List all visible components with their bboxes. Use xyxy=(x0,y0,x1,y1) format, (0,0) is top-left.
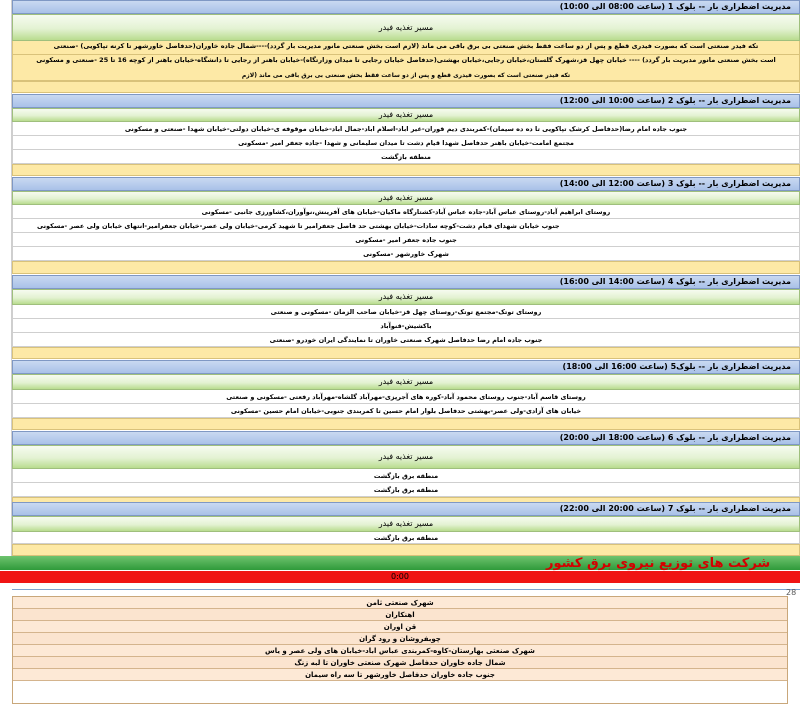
block-3-spacer xyxy=(12,261,800,274)
bottom-list xyxy=(12,596,788,704)
block-1-note-2: است بخش صنعتی مانور مدیریت بار گردد) ---- خیابان چهل قز،شهرک گلستان،خیابان رجایی،خیابان بهشتی(حدفاصل خیابان رجایی تا میدان وزارتگاه)-خیابان باهنر از رجایی تا دانشگاه-خیابان باهنر از کوچه 16 تا 25 -صنعتی و مسکونی xyxy=(12,55,800,81)
block-3-route-3: جنوب جاده جعفر امیر -مسکونی xyxy=(12,233,800,247)
block-5-route-2: خیابان های آزادی-ولی عصر-بهشتی حدفاصل بلوار امام حسین تا کمربندی جنوبی-خیابان امام حسین -مسکونی xyxy=(12,404,800,418)
block-1-feeder-label: مسیر تغذیه فیدر xyxy=(12,14,800,41)
block-4-header: مدیریت اضطراری بار -- بلوک 4 (ساعت 14:00 الی 16:00) xyxy=(12,275,800,289)
block-6-header: مدیریت اضطراری بار -- بلوک 6 (ساعت 18:00 الی 20:00) xyxy=(12,431,800,445)
block-3-route-2: جنوب خیابان شهدای قیام دشت-کوچه سادات-خیابان بهشتی حد فاصل جعفرامیر تا شهید کرمی-خیابان ولی عصر-خیابان جعفرامیر-انتهای خیابان ولی عصر -مسکونی xyxy=(12,219,800,233)
block-2-route-2: مجتمع امامت-خیابان باهنر حدفاصل شهدا قیام دشت تا میدان سلیمانی و شهدا -جاده جعفر امیر -مسکونی xyxy=(12,136,800,150)
list-item: شمال جاده خاوران حدفاصل شهرک صنعتی خاوران تا لبه زنگ xyxy=(13,657,787,669)
block-2-header: مدیریت اضطراری بار -- بلوک 2 (ساعت 10:00 الی 12:00) xyxy=(12,94,800,108)
block-4-route-3: جنوب جاده امام رضا حدفاصل شهرک صنعتی خاوران تا نمایندگی ایران خودرو -صنعتی xyxy=(12,333,800,347)
block-7-route-1: منطقه برق بازگشت xyxy=(12,532,800,544)
list-item: شهرک صنعتی بهارستان-کاوه-کمربندی عباس اباد-خیابان های ولی عصر و یاس xyxy=(13,645,787,657)
block-7-feeder-label: مسیر تغذیه فیدر xyxy=(12,516,800,532)
block-2-route-1: جنوب جاده امام رضا(حدفاصل کرشک تپاکویی تا ده ده سیمان)-کمربندی دیم قوران-غیر اباد-اسلام اباد-جمال اباد-خیابان موقوفه ی-خیابان دولتی-خیابان شهدا -صنعتی و مسکونی xyxy=(12,122,800,136)
block-6-route-1: منطقه برق بازگشت xyxy=(12,469,800,483)
separator-line xyxy=(12,589,800,590)
block-3-route-1: روستای ابراهیم آباد-روستای عباس آباد-جاده عباس آباد-کشتارگاه ماکیان-خیابان های آفرینش،نوآوران،کشاورزی جانبی -مسکونی xyxy=(12,205,800,219)
block-5-spacer xyxy=(12,418,800,430)
red-value-bar: 0:00 xyxy=(0,571,800,583)
block-4-feeder-label: مسیر تغذیه فیدر xyxy=(12,289,800,305)
block-4-route-2: باکشیش-قنوآباد xyxy=(12,319,800,333)
block-6-feeder-label: مسیر تغذیه فیدر xyxy=(12,445,800,469)
block-7-header: مدیریت اضطراری بار -- بلوک 7 (ساعت 20:00 الی 22:00) xyxy=(12,502,800,516)
block-5-header: مدیریت اضطراری بار -- بلوک5 (ساعت 16:00 الی 18:00) xyxy=(12,360,800,374)
list-item: اهنکاران xyxy=(13,609,787,621)
block-3-feeder-label: مسیر تغذیه فیدر xyxy=(12,191,800,205)
block-1-header: مدیریت اضطراری بار -- بلوک 1 (ساعت 08:00 الی 10:00) xyxy=(12,0,800,14)
list-item: چوبفروشان و رود گران xyxy=(13,633,787,645)
block-1-note-1: تکه فیدر صنعتی است که بصورت فیدری قطع و پس از دو ساعت فقط بخش صنعتی بی برق باقی می ماند (لازم است بخش صنعتی مانور مدیریت بار گردد)----شمال جاده خاوران(حدفاصل خاورشهر تا کرنه تپاکویی) -صنعتی xyxy=(12,41,800,55)
block-4-spacer xyxy=(12,347,800,359)
block-6-route-2: منطقه برق بازگشت xyxy=(12,483,800,497)
row-number-margin xyxy=(0,0,12,556)
block-3-route-4: شهرک خاورشهر -مسکونی xyxy=(12,247,800,261)
company-title: شرکت های توزیع نیروی برق کشور xyxy=(546,556,771,571)
block-3-header: مدیریت اضطراری بار -- بلوک 3 (ساعت 12:00 الی 14:00) xyxy=(12,177,800,191)
list-item: شهرک صنعتی ثامن xyxy=(13,597,787,609)
block-7-spacer xyxy=(12,544,800,556)
block-4-route-1: روستای توتک-مجتمع توتک-روستای چهل قز-خیابان صاحب الزمان -مسکونی و صنعتی xyxy=(12,305,800,319)
list-item: قن اوران xyxy=(13,621,787,633)
block-2-feeder-label: مسیر تغذیه فیدر xyxy=(12,108,800,122)
block-5-feeder-label: مسیر تغذیه فیدر xyxy=(12,374,800,390)
block-1-spacer xyxy=(12,81,800,93)
block-2-spacer xyxy=(12,164,800,176)
block-5-route-1: روستای قاسم آباد-جنوب روستای محمود آباد-کوره های آجرپزی-مهرآباد گلشاه-مهرآباد رفعتی -مسکونی و صنعتی xyxy=(12,390,800,404)
block-1-note-3: تکه فیدر صنعتی است که بصورت فیدری قطع و پس از دو ساعت فقط بخش صنعتی بی برق باقی می ماند (لازم xyxy=(12,72,800,81)
block-2-route-3: منطقه بازگشت xyxy=(12,150,800,164)
list-item: جنوب جاده خاوران حدفاصل خاورشهر تا سه راه سیمان xyxy=(13,669,787,681)
page-number: 28 xyxy=(786,588,797,597)
